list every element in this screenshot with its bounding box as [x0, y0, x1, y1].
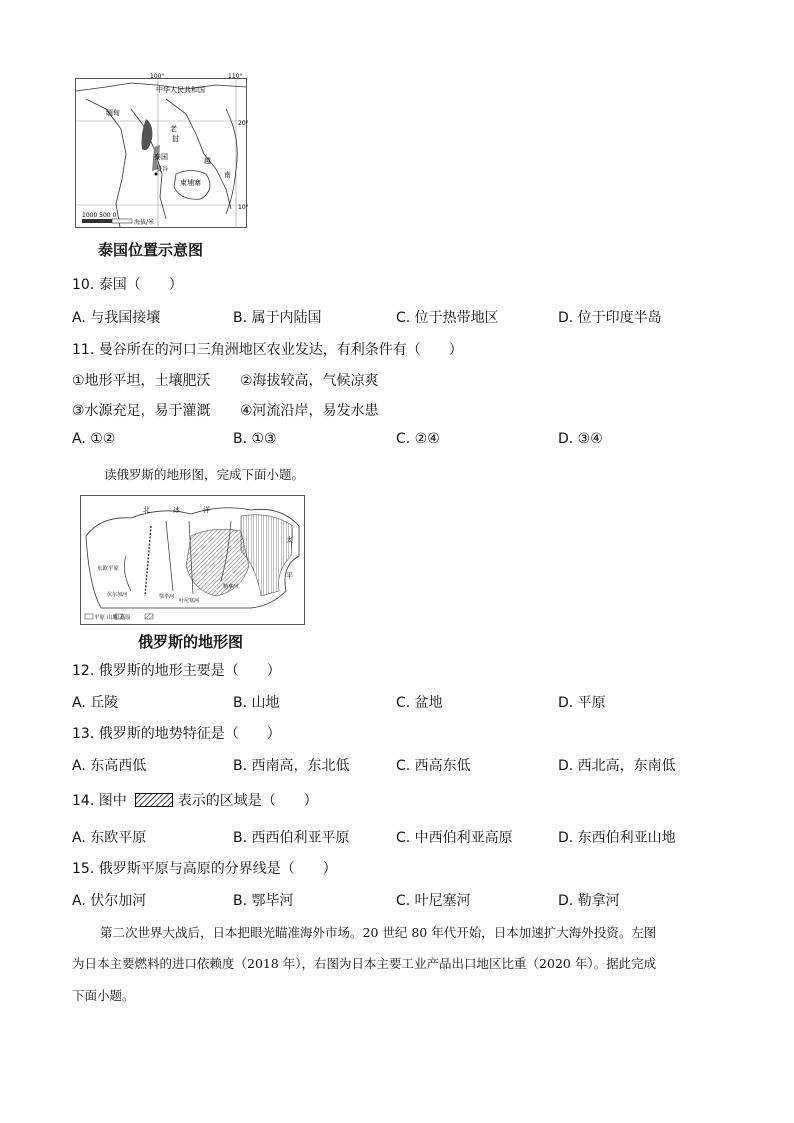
- q14-option-a[interactable]: A. 东欧平原: [72, 830, 147, 846]
- q12-option-b[interactable]: B. 山地: [233, 695, 280, 711]
- q11-option-c[interactable]: C. ②④: [396, 431, 440, 447]
- q11-option-a[interactable]: A. ①②: [72, 431, 116, 447]
- figure1-caption: 泰国位置示意图: [98, 241, 204, 259]
- myanmar-label: 缅甸: [106, 109, 120, 117]
- lat-20-label: 20°: [238, 120, 249, 127]
- intro-japan-line-3: 下面小题。: [72, 988, 135, 1003]
- q10-option-b[interactable]: B. 属于内陆国: [233, 310, 322, 326]
- q13-option-c[interactable]: C. 西高东低: [396, 758, 471, 774]
- q15-stem: 15. 俄罗斯平原与高原的分界线是（ ）: [72, 861, 337, 877]
- q14-stem-post: 表示的区域是（ ）: [177, 793, 318, 809]
- intro-russia: 读俄罗斯的地形图，完成下面小题。: [104, 467, 305, 482]
- q14-option-b[interactable]: B. 西西伯利亚平原: [233, 830, 350, 846]
- intro-japan-line-1: 第二次世界大战后，日本把眼光瞄准海外市场。20 世纪 80 年代开始，日本加速扩大海外投资。左图: [100, 925, 657, 940]
- q12-option-c[interactable]: C. 盆地: [396, 695, 443, 711]
- q14-stem-pre: 14. 图中: [72, 793, 127, 809]
- q11-stem: 11. 曼谷所在的河口三角洲地区农业发达，有利条件有（ ）: [72, 342, 463, 358]
- map-legend: 平原 山地 高原: [94, 615, 131, 621]
- q15-option-c[interactable]: C. 叶尼塞河: [396, 893, 471, 909]
- plain-label: 东欧平原: [97, 566, 120, 572]
- q13-option-b[interactable]: B. 西南高，东北低: [233, 758, 350, 774]
- q13-option-a[interactable]: A. 东高西低: [72, 758, 147, 774]
- russia-terrain-map: [80, 495, 305, 625]
- q11-item-4: ④河流沿岸，易发水患: [240, 403, 379, 419]
- q14-option-d[interactable]: D. 东西伯利亚山地: [558, 830, 676, 846]
- q12-option-a[interactable]: A. 丘陵: [72, 695, 119, 711]
- q11-item-1: ①地形平坦，土壤肥沃: [72, 373, 211, 389]
- vietnam-label-1: 越: [204, 157, 211, 165]
- ob-label: 鄂毕河: [159, 594, 175, 600]
- q10-option-a[interactable]: A. 与我国接壤: [72, 310, 161, 326]
- q15-option-a[interactable]: A. 伏尔加河: [72, 893, 147, 909]
- q14-stem: [72, 790, 318, 810]
- q15-option-b[interactable]: B. 鄂毕河: [233, 893, 294, 909]
- yenisei-label: 叶尼塞河: [179, 598, 200, 604]
- thailand-label: 泰国: [154, 153, 168, 161]
- yang-label: 洋: [203, 506, 210, 514]
- intro-japan-line-2: 为日本主要燃料的进口依赖度（2018 年），右图为日本主要工业产品出口地区比重（2020 年）。据此完成: [72, 956, 657, 971]
- laos-label-2: 挝: [172, 135, 179, 143]
- lon-100-label: 100°: [150, 73, 165, 80]
- hatch-legend-icon: [135, 793, 173, 807]
- q13-stem: 13. 俄罗斯的地势特征是（ ）: [72, 726, 281, 742]
- q10-option-c[interactable]: C. 位于热带地区: [396, 310, 499, 326]
- q10-option-d[interactable]: D. 位于印度半岛: [558, 310, 662, 326]
- cambodia-label: 柬埔寨: [180, 179, 201, 187]
- q15-option-d[interactable]: D. 勒拿河: [558, 893, 620, 909]
- scale-unit: 海拔/米: [134, 219, 155, 226]
- q10-stem: 10. 泰国（ ）: [72, 277, 183, 293]
- scale-label: 1000 500 0: [82, 212, 117, 219]
- tai-label: 太: [286, 536, 293, 544]
- q12-stem: 12. 俄罗斯的地形主要是（ ）: [72, 663, 281, 679]
- q11-option-b[interactable]: B. ①③: [233, 431, 277, 447]
- q11-item-3: ③水源充足，易于灌溉: [72, 403, 211, 419]
- volga-label: 伏尔加河: [107, 592, 128, 598]
- q11-item-2: ②海拔较高，气候凉爽: [240, 373, 379, 389]
- bing-label: 冰: [173, 506, 180, 514]
- laos-label-1: 老: [170, 125, 177, 133]
- ping-label: 平: [286, 572, 293, 580]
- q13-option-d[interactable]: D. 西北高，东南低: [558, 758, 676, 774]
- lena-label: 勒拿河: [223, 584, 239, 590]
- vietnam-label-2: 南: [224, 171, 231, 179]
- figure2-caption: 俄罗斯的地形图: [138, 633, 244, 651]
- q11-option-d[interactable]: D. ③④: [558, 431, 603, 447]
- q12-option-d[interactable]: D. 平原: [558, 695, 606, 711]
- bei-label: 北: [143, 506, 150, 514]
- thailand-location-map: [75, 73, 249, 228]
- lat-10-label: 10°: [238, 204, 249, 211]
- q14-option-c[interactable]: C. 中西伯利亚高原: [396, 830, 513, 846]
- china-label: 中华人民共和国: [156, 86, 205, 94]
- lon-110-label: 110°: [228, 73, 243, 80]
- bangkok-label: 曼谷: [156, 166, 169, 173]
